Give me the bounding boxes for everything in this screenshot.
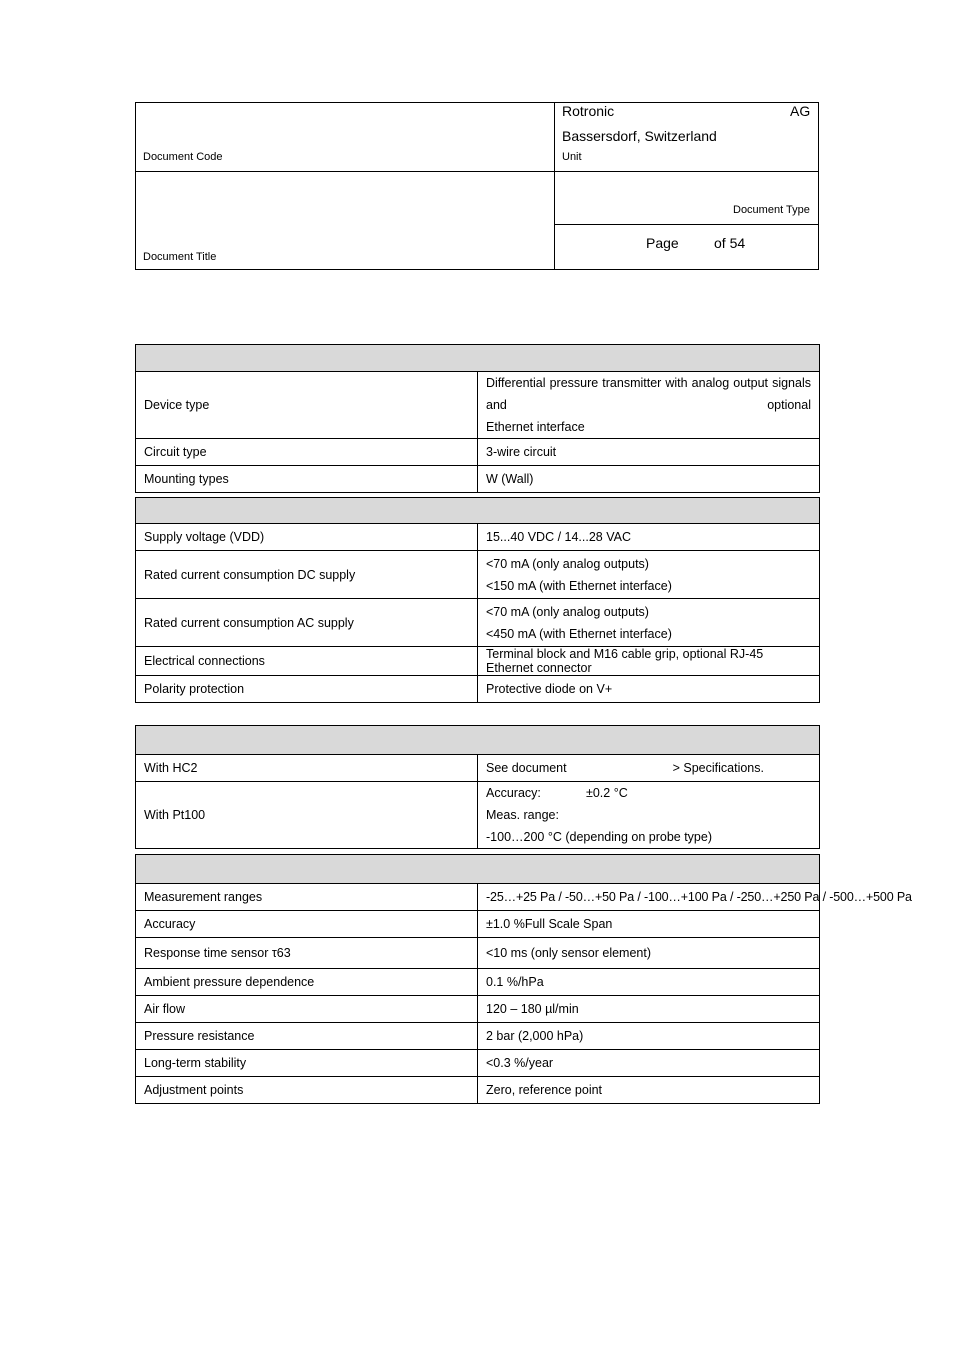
spec-key: Rated current consumption DC supply (136, 551, 478, 599)
power-spec-table (135, 497, 820, 703)
table-row (136, 676, 820, 703)
table-row (136, 911, 820, 938)
header-divider (136, 171, 818, 172)
page-count: of 54 (714, 235, 746, 251)
table-header-row (136, 855, 820, 884)
spec-key: Accuracy (136, 911, 478, 938)
table-row (136, 996, 820, 1023)
table-row (136, 782, 820, 849)
spec-value: ±1.0 %Full Scale Span (478, 911, 820, 938)
spec-sub-value: -100…200 °C (depending on probe type) (486, 830, 712, 844)
spec-key: Long-term stability (136, 1050, 478, 1077)
document-type-label: Document Type (733, 204, 810, 216)
table-row (136, 599, 820, 647)
spec-value-line (486, 782, 811, 804)
spec-value-text: See document (486, 761, 567, 775)
spec-value: Protective diode on V+ (478, 676, 820, 703)
page-label: Page (646, 235, 679, 251)
spec-key: Pressure resistance (136, 1023, 478, 1050)
spec-key: Supply voltage (VDD) (136, 524, 478, 551)
spec-value (478, 551, 820, 599)
general-spec-table (135, 344, 820, 493)
spec-value (478, 372, 820, 439)
spec-key: Response time sensor τ63 (136, 938, 478, 969)
spec-value: Terminal block and M16 cable grip, optional RJ-45 Ethernet connector (478, 647, 820, 676)
table-row (136, 524, 820, 551)
spec-key: Adjustment points (136, 1077, 478, 1104)
spec-value-line (486, 804, 811, 848)
spec-value: <10 ms (only sensor element) (478, 938, 820, 969)
spec-sub-value: ±0.2 °C (586, 786, 628, 800)
unit-label: Unit (562, 151, 582, 163)
pressure-spec-table (135, 854, 912, 1104)
table-row (136, 551, 820, 599)
table-row (136, 466, 820, 493)
document-code-label: Document Code (143, 151, 223, 163)
spec-key: With Pt100 (136, 782, 478, 849)
spec-key: Electrical connections (136, 647, 478, 676)
spec-key: With HC2 (136, 755, 478, 782)
spec-value (478, 782, 820, 849)
document-title-label: Document Title (143, 251, 217, 263)
spec-sub-label: Meas. range: (486, 808, 559, 822)
table-row (136, 647, 820, 676)
spec-key: Circuit type (136, 439, 478, 466)
table-row (136, 938, 820, 969)
spec-value: W (Wall) (478, 466, 820, 493)
table-row (136, 1023, 820, 1050)
spec-value-line: <450 mA (with Ethernet interface) (486, 626, 672, 641)
spec-value-line: <150 mA (with Ethernet interface) (486, 578, 672, 593)
spec-value: 120 – 180 µl/min (478, 996, 820, 1023)
table-row (136, 969, 820, 996)
spec-sub-label: Accuracy: (486, 786, 541, 800)
table-row (136, 1050, 820, 1077)
spec-key: Measurement ranges (136, 884, 478, 911)
spec-key: Rated current consumption AC supply (136, 599, 478, 647)
spec-value-line: <70 mA (only analog outputs) (486, 604, 649, 619)
spec-value-line: Ethernet interface (486, 420, 585, 434)
table-row (136, 372, 820, 439)
header-divider (554, 103, 555, 269)
spec-value: 15...40 VDC / 14...28 VAC (478, 524, 820, 551)
spec-value (478, 755, 820, 782)
spec-value-text: > Specifications. (672, 761, 764, 775)
company-suffix: AG (790, 103, 811, 119)
spec-key: Air flow (136, 996, 478, 1023)
spec-value: 3-wire circuit (478, 439, 820, 466)
table-row (136, 439, 820, 466)
spec-value (478, 599, 820, 647)
spec-key: Ambient pressure dependence (136, 969, 478, 996)
spec-value: -25…+25 Pa / -50…+50 Pa / -100…+100 Pa / -250…+250 Pa / -500…+500 Pa (478, 884, 820, 911)
table-header-row (136, 498, 820, 524)
table-header-row (136, 726, 820, 755)
spec-key: Mounting types (136, 466, 478, 493)
spec-value: Zero, reference point (478, 1077, 820, 1104)
spec-key: Polarity protection (136, 676, 478, 703)
table-row (136, 1077, 820, 1104)
spec-value: <0.3 %/year (478, 1050, 820, 1077)
spec-value-line: Differential pressure transmitter with analog output signals and optional (486, 376, 811, 412)
spec-value: 2 bar (2,000 hPa) (478, 1023, 820, 1050)
spec-value: 0.1 %/hPa (478, 969, 820, 996)
company-location: Bassersdorf, Switzerland (562, 128, 717, 144)
header-divider (554, 224, 819, 225)
spec-value-line: <70 mA (only analog outputs) (486, 556, 649, 571)
temperature-spec-table (135, 725, 820, 849)
table-row (136, 755, 820, 782)
table-row (136, 884, 820, 911)
spec-key: Device type (136, 372, 478, 439)
company-name: Rotronic (562, 103, 615, 119)
table-header-row (136, 345, 820, 372)
